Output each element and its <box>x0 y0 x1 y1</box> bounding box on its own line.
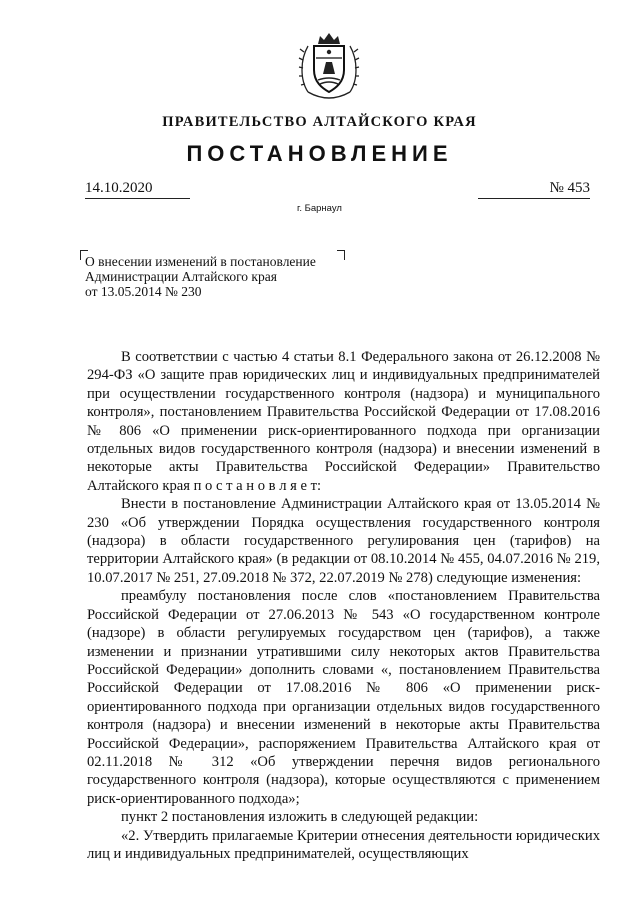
subject-line: от 13.05.2014 № 230 <box>85 284 202 299</box>
document-body <box>87 348 600 863</box>
body-paragraph: В соответствии с частью 4 статьи 8.1 Федерального закона от 26.12.2008 № 294-ФЗ «О защите прав юридических лиц и индивидуальных предпринимателей при осуществлении государственного контроля (надзора) и муниципального контроля», постановлением Правительства Российской Федерации от 17.08.2016 № 806 «О применении риск-ориентированного подхода при организации отдельных видов государственного контроля (надзора) и внесении изменений в некоторые акты Правительства Российской Федерации» Правительство Алтайского края п о с т а н о в л я е т: <box>87 349 600 494</box>
document-city: г. Барнаул <box>297 203 342 214</box>
body-paragraph: преамбулу постановления после слов «постановлением Правительства Российской Федерации от 27.06.2013 № 543 «О государственном контроле (надзоре) в области регулируемых государством цен (тарифов), а также изменении и признании утратившими силу некоторых актов Правительства Российской Федерации» дополнить словами «, постановлением Правительства Российской Федерации от 17.08.2016 № 806 «О применении риск-ориентированного подхода при организации отдельных видов государственного контроля (надзора) и внесении изменений в некоторые акты Правительства Российской Федерации», распоряжением Правительства Алтайского края от 02.11.2018 № 312 «Об утверждении перечня видов регионального государственного контроля (надзора), которые осуществляются с применением риск-ориентированного подхода»; <box>87 588 600 807</box>
document-type: ПОСТАНОВЛЕНИЕ <box>186 141 453 166</box>
document-date: 14.10.2020 <box>85 180 190 199</box>
subject-line: О внесении изменений в постановление <box>85 254 316 269</box>
document-number: № 453 <box>478 180 590 199</box>
body-paragraph: Внести в постановление Администрации Алтайского края от 13.05.2014 № 230 «Об утверждении Порядка осуществления государственного контроля (надзора) в области государственного регулирования цен (тарифов) на территории Алтайского края» (в редакции от 08.10.2014 № 455, 04.07.2016 № 219, 10.07.2017 № 251, 27.09.2018 № 372, 22.07.2019 № 278) следующие изменения: <box>87 496 600 586</box>
subject-line: Администрации Алтайского края <box>85 269 277 284</box>
body-paragraph: «2. Утвердить прилагаемые Критерии отнесения деятельности юридических лиц и индивидуальных предпринимателей, осуществляющих <box>87 827 600 862</box>
document-subject <box>85 254 355 299</box>
coat-of-arms-icon <box>298 30 360 106</box>
government-title: ПРАВИТЕЛЬСТВО АЛТАЙСКОГО КРАЯ <box>162 114 477 130</box>
body-paragraph: пункт 2 постановления изложить в следующей редакции: <box>121 809 479 826</box>
